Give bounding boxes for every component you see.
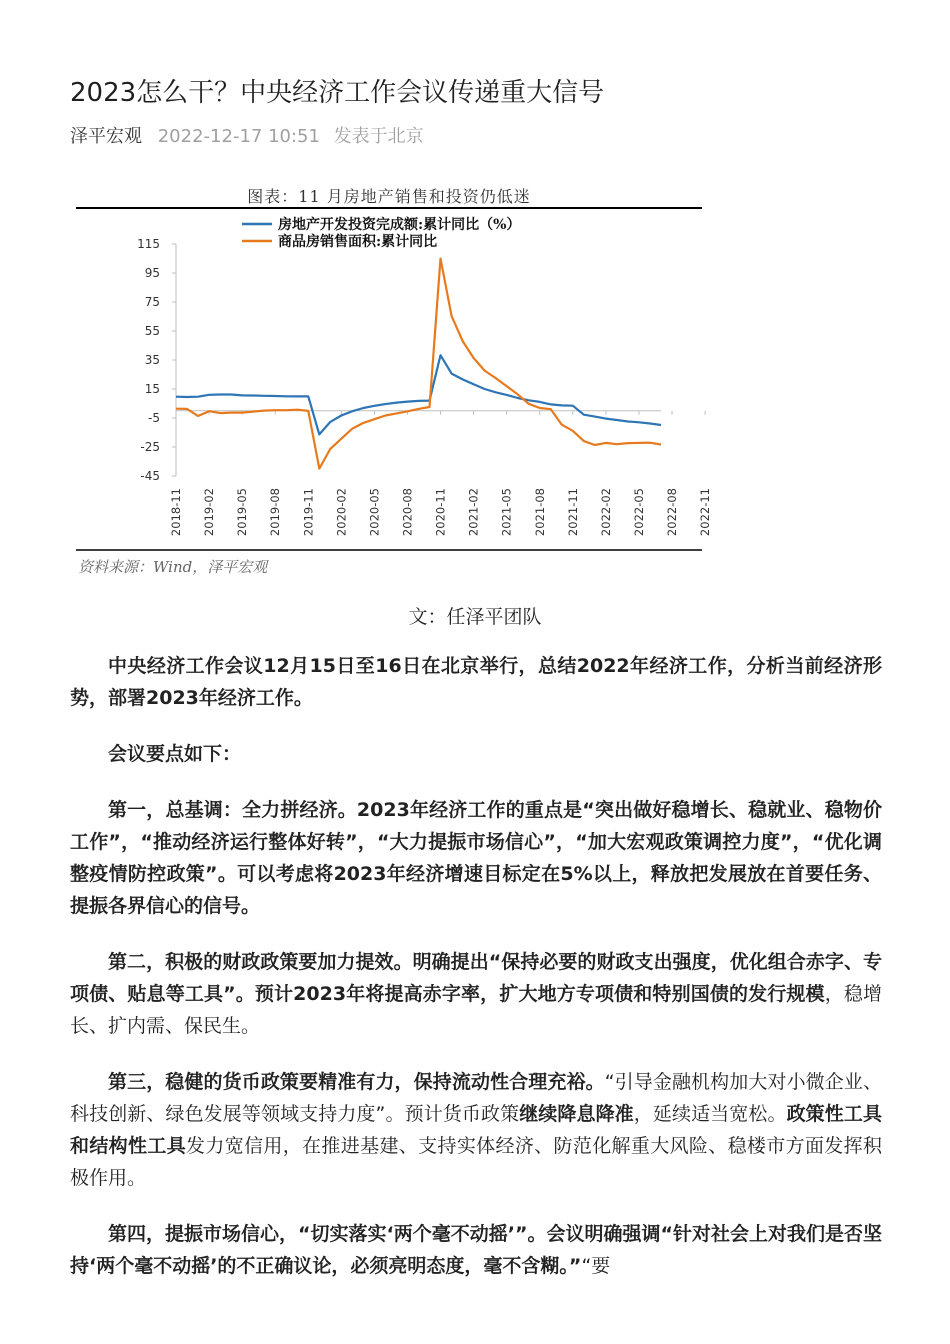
- y-tick-label: -5: [148, 411, 160, 425]
- author-link[interactable]: 泽平宏观: [70, 126, 142, 147]
- legend-label-2: 商品房销售面积:累计同比: [278, 234, 438, 250]
- bold-text: 政策性工具和结构性工具: [70, 1103, 882, 1157]
- x-tick-label: 2019-02: [202, 488, 217, 537]
- y-tick-label: 75: [144, 295, 160, 309]
- x-tick-label: 2021-05: [499, 488, 514, 537]
- paragraph: [70, 650, 882, 714]
- y-tick-label: 35: [144, 353, 160, 367]
- article-meta: [70, 122, 424, 148]
- x-tick-label: 2020-05: [367, 488, 382, 537]
- chart-title: 图表：11 月房地产销售和投资仍低迷: [247, 187, 531, 206]
- text-run: ，稳增长、扩内需、保民生。: [70, 983, 882, 1037]
- publish-date: 2022-12-17 10:51: [157, 126, 320, 147]
- x-tick-label: 2022-02: [598, 488, 613, 537]
- x-tick-label: 2020-11: [433, 488, 448, 537]
- bold-text: 继续降息降准: [519, 1103, 634, 1125]
- x-tick-label: 2022-11: [698, 488, 713, 537]
- bold-text: 会议要点如下：: [108, 743, 242, 765]
- x-tick-label: 2019-08: [268, 488, 283, 537]
- bold-text: 第四，提振市场信心，“切实落实‘两个毫不动摇’”。会议明确强调“针对社会上对我们是否坚持‘两个毫不动摇’的不正确议论，必须亮明态度，毫不含糊。”: [70, 1223, 882, 1277]
- x-tick-label: 2021-08: [532, 488, 547, 537]
- bold-text: 中央经济工作会议12月15日至16日在北京举行，总结2022年经济工作，分析当前经济形势，部署2023年经济工作。: [70, 655, 882, 709]
- x-tick-label: 2020-08: [400, 488, 415, 537]
- y-tick-label: -45: [140, 469, 160, 483]
- series-line-1: [176, 355, 661, 434]
- text-run: “要: [581, 1255, 611, 1277]
- y-tick-label: 55: [144, 324, 160, 338]
- article-body: [70, 650, 882, 1306]
- bold-text: 第二，积极的财政政策要加力提效。明确提出“保持必要的财政支出强度，优化组合赤字、专项债、贴息等工具”。预计2023年将提高赤字率，扩大地方专项债和特别国债的发行规模: [70, 951, 882, 1005]
- line-chart: [76, 202, 713, 552]
- x-tick-label: 2022-05: [631, 488, 646, 537]
- text-run: 发力宽信用，在推进基建、支持实体经济、防范化解重大风险、稳楼市方面发挥积极作用。: [70, 1135, 882, 1189]
- publish-location: 发表于北京: [333, 126, 424, 147]
- x-tick-label: 2019-11: [301, 488, 316, 537]
- author-team: 文：任泽平团队: [408, 606, 542, 628]
- x-tick-label: 2018-11: [169, 488, 183, 537]
- text-run: “引导金融机构加大对小微企业、科技创新、绿色发展等领域支持力度”。预计货币政策: [70, 1071, 882, 1125]
- x-tick-label: 2021-02: [466, 488, 481, 537]
- series-line-2: [176, 259, 661, 469]
- y-tick-label: 15: [144, 382, 160, 396]
- paragraph: [70, 1066, 882, 1194]
- bold-text: 第三，稳健的货币政策要精准有力，保持流动性合理充裕。: [108, 1071, 605, 1093]
- paragraph: [70, 1218, 882, 1282]
- bold-text: 第一，总基调：全力拼经济。2023年经济工作的重点是“突出做好稳增长、稳就业、稳物价工作”，“推动经济运行整体好转”，“大力提振市场信心”，“加大宏观政策调控力度”，“优化调整疫情防控政策”。可以考虑将2023年经济增速目标定在5%以上，释放把发展放在首要任务、提振各界信心的信号。: [70, 799, 882, 917]
- x-tick-label: 2022-08: [665, 488, 680, 537]
- paragraph: [70, 794, 882, 922]
- chart-figure: [76, 180, 713, 580]
- y-tick-label: -25: [140, 440, 160, 454]
- y-tick-label: 115: [137, 237, 160, 251]
- chart-source: 资料来源：Wind，泽平宏观: [78, 558, 268, 576]
- article-title: 2023怎么干？中央经济工作会议传递重大信号: [70, 78, 605, 108]
- legend-label-1: 房地产开发投资完成额:累计同比（%）: [278, 217, 521, 233]
- paragraph: [70, 738, 882, 770]
- x-tick-label: 2019-05: [235, 488, 250, 537]
- y-tick-label: 95: [144, 266, 160, 280]
- x-tick-label: 2020-02: [334, 488, 349, 537]
- text-run: ，延续适当宽松。: [633, 1103, 787, 1125]
- paragraph: [70, 946, 882, 1042]
- x-tick-label: 2021-11: [565, 488, 580, 537]
